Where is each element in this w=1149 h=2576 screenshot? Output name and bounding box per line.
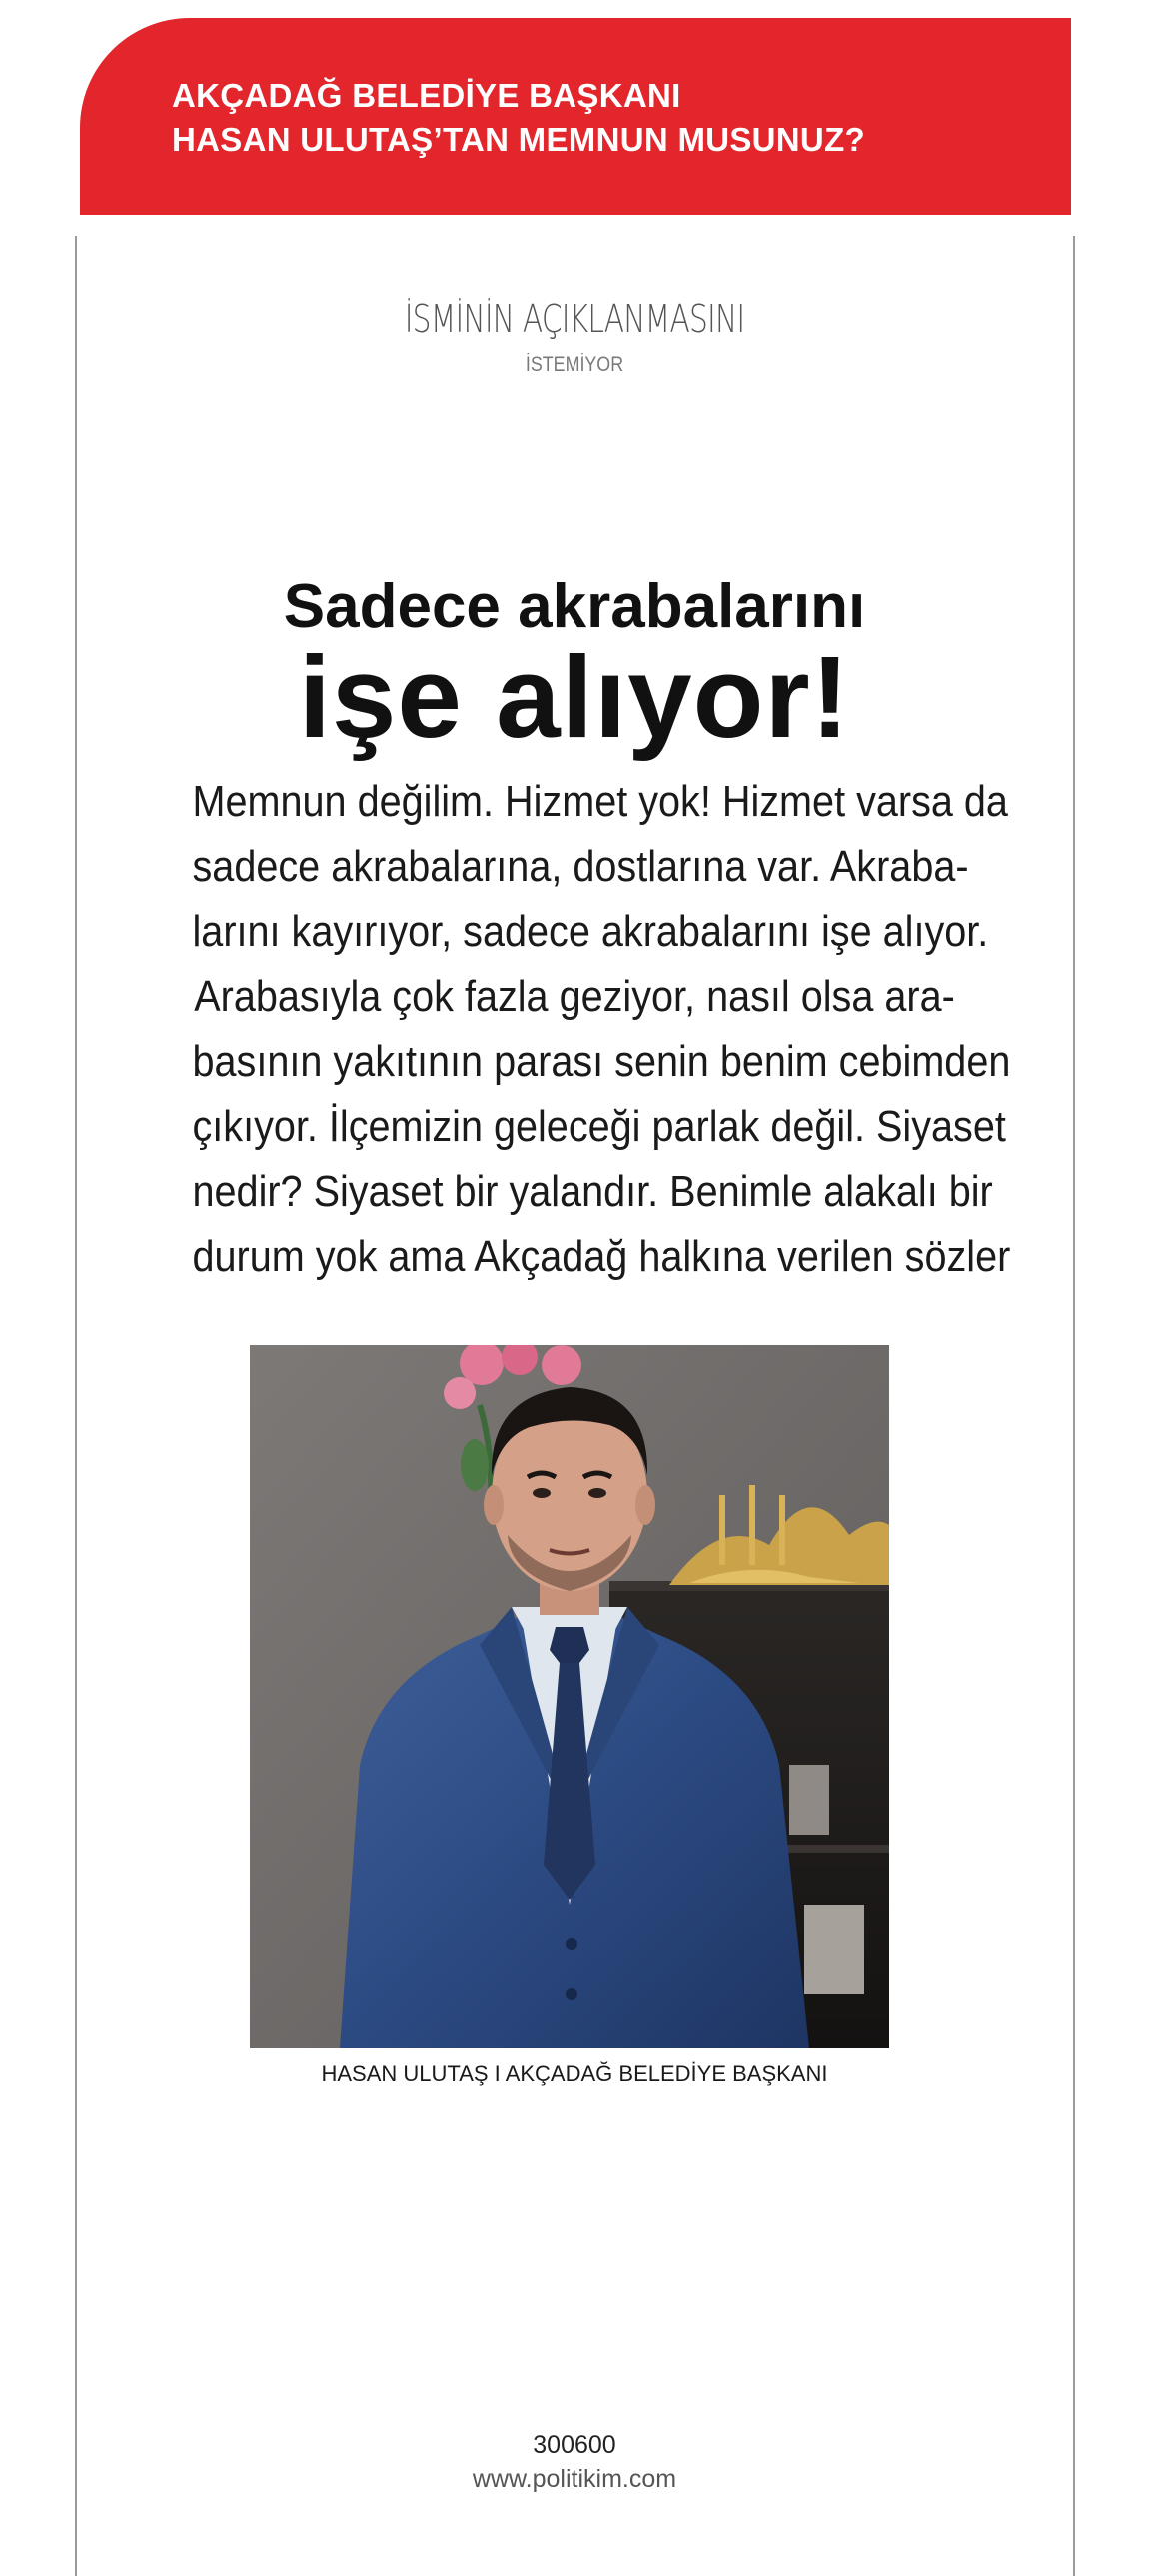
article-body-line: çıkıyor. İlçemizin geleceği parlak değil. Siyaset: [192, 1102, 1006, 1151]
footer-page-code: 300600: [533, 2431, 616, 2459]
header-title-line-2: HASAN ULUTAŞ’TAN MEMNUN MUSUNUZ?: [172, 121, 865, 158]
article-body: [150, 769, 1011, 1289]
source-name: İSMİNİN AÇIKLANMASINI: [404, 297, 745, 341]
photo-caption: HASAN ULUTAŞ I AKÇADAĞ BELEDİYE BAŞKANI: [321, 2061, 828, 2086]
article-body-line: Arabasıyla çok fazla geziyor, nasıl olsa ara-: [194, 972, 955, 1021]
article-body-line: basının yakıtının parası senin benim cebimden: [192, 1037, 1011, 1086]
headline-line-1: Sadece akrabalarını: [283, 572, 866, 641]
header-title-line-1: AKÇADAĞ BELEDİYE BAŞKANI: [172, 77, 681, 114]
article-body-line: larını kayırıyor, sadece akrabalarını işe alıyor.: [192, 907, 989, 956]
article-body-line: nedir? Siyaset bir yalandır. Benimle alakalı bir: [192, 1167, 993, 1216]
article-body-line: durum yok ama Akçadağ halkına verilen sözler: [192, 1232, 1011, 1281]
headline-line-2: işe alıyor!: [298, 633, 851, 762]
article-body-line: sadece akrabalarına, dostlarına var. Akraba-: [192, 842, 969, 891]
article-body-line: Memnun değilim. Hizmet yok! Hizmet varsa da: [192, 777, 1008, 826]
source-note: İSTEMİYOR: [525, 353, 624, 376]
header-banner: [80, 18, 1071, 215]
portrait-photo: [250, 1345, 889, 2048]
footer-website[interactable]: www.politikim.com: [472, 2465, 677, 2493]
